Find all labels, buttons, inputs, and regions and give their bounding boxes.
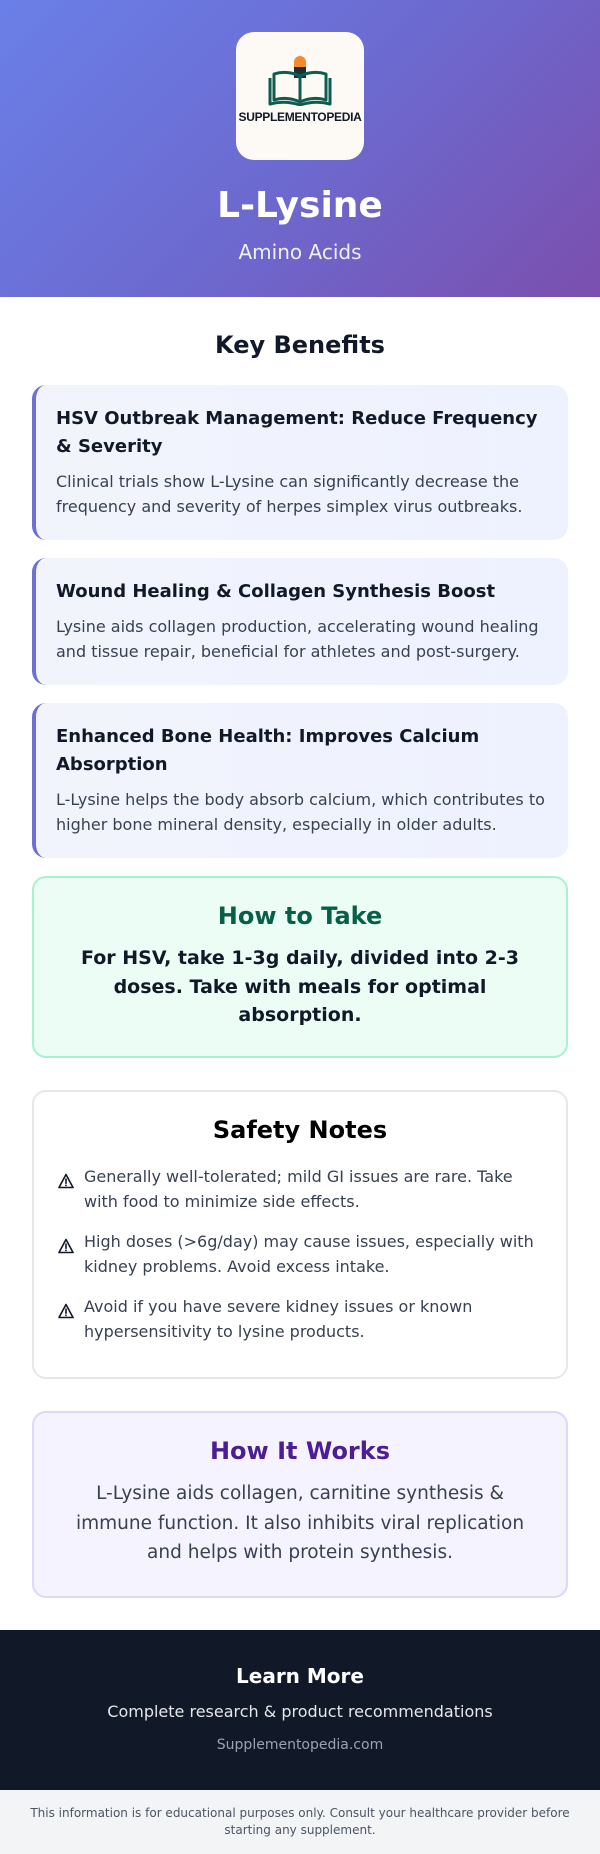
safety-note-text: Avoid if you have severe kidney issues or known hypersensitivity to lysine products. bbox=[84, 1296, 473, 1342]
brand-logo bbox=[236, 32, 364, 160]
category-label: Amino Acids bbox=[238, 239, 362, 264]
how-to-take-text: For HSV, take 1-3g daily, divided into 2-3 doses. Take with meals for optimal absorption. bbox=[80, 947, 519, 1027]
page-footer bbox=[0, 1630, 600, 1790]
safety-note bbox=[58, 1294, 542, 1345]
how-it-works-text: L-Lysine aids collagen, carnitine synthesis & immune function. It also inhibits viral replication and helps with protein synthesis. bbox=[75, 1483, 525, 1564]
benefit-title: HSV Outbreak Management: Reduce Frequency & Severity bbox=[56, 408, 538, 457]
disclaimer: This information is for educational purposes only. Consult your healthcare provider before starting any supplement. bbox=[0, 1790, 600, 1854]
safety-notes-section bbox=[32, 1090, 568, 1380]
how-to-take-section bbox=[32, 876, 568, 1058]
how-it-works-title: How It Works bbox=[209, 1437, 391, 1466]
learn-more-subtitle: Complete research & product recommendations bbox=[107, 1701, 493, 1721]
benefit-text: Clinical trials show L-Lysine can significantly decrease the frequency and severity of herpes simplex virus outbreaks. bbox=[56, 471, 523, 517]
benefit-card bbox=[32, 703, 568, 858]
how-to-take-title: How to Take bbox=[217, 902, 383, 931]
warning-triangle-icon bbox=[58, 1303, 74, 1319]
benefit-title: Enhanced Bone Health: Improves Calcium Absorption bbox=[56, 726, 480, 775]
learn-more-title: Learn More bbox=[236, 1663, 364, 1688]
logo-wordmark: SUPPLEMENTOPEDIA bbox=[238, 110, 362, 124]
benefit-title: Wound Healing & Collagen Synthesis Boost bbox=[56, 580, 496, 602]
benefit-text: L-Lysine helps the body absorb calcium, which contributes to higher bone mineral density, especially in older adults. bbox=[56, 789, 545, 835]
warning-triangle-icon bbox=[58, 1173, 74, 1189]
benefit-card bbox=[32, 558, 568, 685]
safety-note-text: High doses (>6g/day) may cause issues, especially with kidney problems. Avoid excess intake. bbox=[84, 1231, 534, 1277]
book-capsule-logo-icon bbox=[268, 56, 332, 106]
how-it-works-section bbox=[32, 1411, 568, 1598]
page-title: L-Lysine bbox=[217, 185, 383, 226]
safety-note bbox=[58, 1164, 542, 1215]
page-header bbox=[0, 0, 600, 297]
safety-note-text: Generally well-tolerated; mild GI issues are rare. Take with food to minimize side effects. bbox=[84, 1166, 513, 1212]
safety-notes-title: Safety Notes bbox=[212, 1115, 388, 1144]
key-benefits-title: Key Benefits bbox=[215, 331, 385, 359]
key-benefits-section bbox=[0, 297, 600, 858]
warning-triangle-icon bbox=[58, 1238, 74, 1254]
safety-note bbox=[58, 1229, 542, 1280]
website-link[interactable]: Supplementopedia.com bbox=[216, 1736, 384, 1753]
benefit-text: Lysine aids collagen production, accelerating wound healing and tissue repair, beneficial for athletes and post-surgery. bbox=[56, 616, 539, 662]
benefit-card bbox=[32, 385, 568, 540]
